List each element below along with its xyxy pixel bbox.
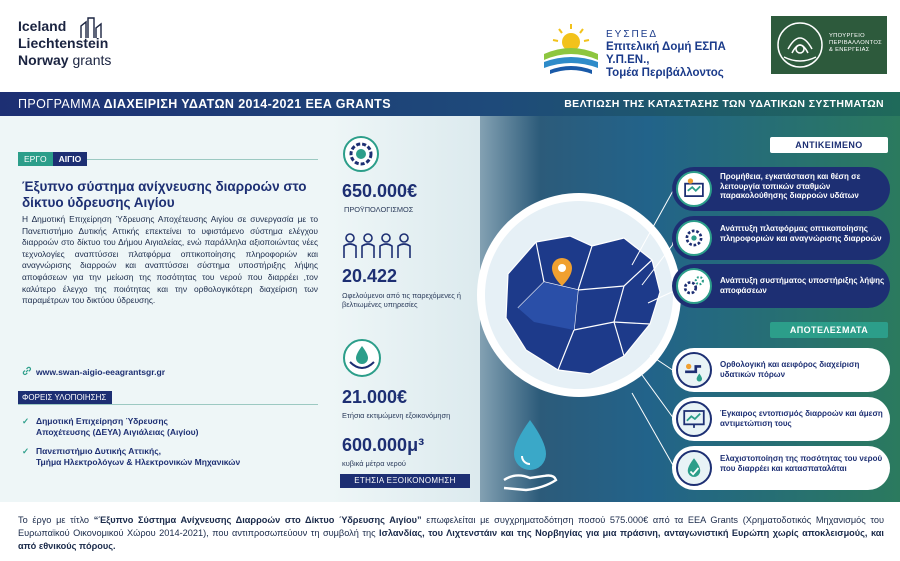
footer-project-title: “Έξυπνο Σύστημα Ανίχνευσης Διαρροών στο Δίκτυο Ύδρευσης Αιγίου” — [93, 515, 422, 525]
objective-text: Προμήθεια, εγκατάσταση και θέση σε λειτουργία τοπικών σταθμών παρακολούθησης διαρροών υδάτων — [720, 172, 861, 201]
result-text: Ελαχιστοποίηση της ποσότητας του νερού που διαρρέει και κατασπαταλάται — [720, 454, 883, 473]
objective-item — [672, 216, 890, 260]
result-item — [672, 348, 890, 392]
coin-gauge-icon — [342, 135, 380, 173]
eea-mark-icon — [80, 16, 102, 40]
divider — [18, 404, 318, 405]
beneficiaries-value: 20.422 — [342, 266, 398, 286]
espa-line-1: Επιτελική Δομή ΕΣΠΑ Υ.Π.ΕΝ., — [606, 41, 726, 66]
budget-label: ΠΡΟΫΠΟΛΟΓΙΣΜΟΣ — [344, 205, 414, 214]
footer — [0, 502, 900, 561]
annual-savings-badge: ΕΤΗΣΙΑ ΕΞΟΙΚΟΝΟΜΗΣΗ — [340, 474, 470, 488]
footer-part: Το έργο με τίτλο — [18, 515, 94, 525]
left-column — [0, 116, 330, 502]
result-text: Ορθολογική και αειφόρος διαχείριση υδατικών πόρων — [720, 360, 860, 379]
link-icon — [22, 366, 32, 376]
eea-line-iceland: Iceland — [18, 18, 67, 34]
ministry-line-3: & ΕΝΕΡΓΕΙΑΣ — [829, 47, 870, 53]
ministry-logo — [771, 16, 887, 74]
project-tag-label: ΕΡΓΟ — [18, 152, 53, 166]
project-description: Η Δημοτική Επιχείρηση Ύδρευσης Αποχέτευσης Αιγίου σε συνεργασία με το Πανεπιστήμιο Δυτικής Αττικής επεκτείνει το υφιστάμενο σύστημα ελέγχου διαρροών στο δίκτυο του Δήμου Αιγιαλείας, ενώ παράλληλα αξιοποιώντας νέες τεχνολογίες αναπτύσσει πλατφόρμα οπτικοποίησης πληροφοριών και αναγνώρισης διαρροών και αναπτύσσει σύστημα υποστήριξης λήψης αποφάσεων για την μείωση της ποσότητας του νερού που διαρρέει ,τον καλύτερο έλεγχο της ποιότητας και την ορθολογικότερη διαχείριση των παραμέτρων του δικτύου ύδρευσης. — [22, 214, 318, 306]
water-drop-hand-icon — [500, 418, 560, 494]
partner-line: Αποχέτευσης (ΔΕΥΑ) Αιγιάλειας (Αιγίου) — [36, 427, 199, 437]
partners-heading: ΦΟΡΕΙΣ ΥΛΟΠΟΙΗΣΗΣ — [18, 391, 112, 404]
project-link-text[interactable]: www.swan-aigio-eeagrantsgr.gr — [36, 367, 166, 377]
project-tag-location: ΑΙΓΙΟ — [53, 152, 88, 166]
monitoring-station-icon — [676, 171, 712, 207]
ministry-emblem-icon — [774, 19, 826, 71]
espa-logo — [540, 18, 755, 78]
program-subtitle: ΒΕΛΤΙΩΣΗ ΤΗΣ ΚΑΤΑΣΤΑΣΗΣ ΤΩΝ ΥΔΑΤΙΚΩΝ ΣΥΣΤΗΜΑΤΩΝ — [564, 98, 884, 110]
footer-text — [18, 514, 884, 553]
partner-line: Δημοτική Επιχείρηση Ύδρευσης — [36, 416, 168, 426]
check-icon: ✓ — [22, 416, 30, 426]
detection-monitor-icon — [676, 401, 712, 437]
objective-text: Ανάπτυξη πλατφόρμας οπτικοποίησης πληροφοριών και αναγνώρισης διαρροών — [720, 224, 882, 243]
water-label: κυβικά μέτρα νερού — [342, 459, 406, 468]
decision-gears-icon — [676, 268, 712, 304]
objective-text: Ανάπτυξη συστήματος υποστήριξης λήψης αποφάσεων — [720, 276, 885, 295]
savings-label: Ετήσια εκτιμώμενη εξοικονόμηση — [342, 411, 451, 420]
footer-part: επωφελείται με συγχρηματοδότηση ποσού 575.000€ από τα EEA Grants (Χρηματοδοτικός Μηχανισμός του Ευρωπαϊκού Οικονομικού Χώρου 2014-2021), που αντιπροσωπεύουν τη συμβολή της — [18, 515, 884, 538]
result-item — [672, 397, 890, 441]
partner-line: Πανεπιστήμιο Δυτικής Αττικής, — [36, 446, 162, 456]
program-title — [18, 97, 391, 111]
result-item — [672, 446, 890, 490]
program-name: ΔΙΑΧΕΙΡΙΣΗ ΥΔΑΤΩΝ 2014-2021 EEA GRANTS — [103, 97, 391, 111]
partner-item — [22, 416, 198, 438]
leak-reduction-icon — [676, 450, 712, 486]
eea-line-norway: Norway — [18, 52, 69, 68]
program-title-bar — [0, 92, 900, 116]
water-value: 600.000μ³ — [342, 435, 425, 455]
ministry-line-2: ΠΕΡΙΒΑΛΛΟΝΤΟΣ — [829, 40, 883, 46]
project-title: Έξυπνο σύστημα ανίχνευσης διαρροών στο δίκτυο ύδρευσης Αιγίου — [22, 179, 307, 210]
project-tag — [18, 152, 87, 166]
objective-heading: ΑΝΤΙΚΕΙΜΕΝΟ — [770, 137, 888, 153]
eea-line-liechtenstein: Liechtenstein — [18, 35, 109, 51]
espa-acronym: ΕΥΣΠΕΔ — [606, 29, 659, 40]
sun-wave-icon — [540, 20, 602, 76]
objective-item — [672, 167, 890, 211]
program-prefix: ΠΡΟΓΡΑΜΜΑ — [18, 97, 100, 111]
water-hands-icon — [342, 338, 382, 378]
partner-line: Τμήμα Ηλεκτρολόγων & Ηλεκτρονικών Μηχανικών — [36, 457, 241, 467]
header — [0, 0, 900, 92]
water-management-icon — [676, 352, 712, 388]
check-icon: ✓ — [22, 446, 30, 456]
ministry-line-1: ΥΠΟΥΡΓΕΙΟ — [829, 33, 865, 39]
result-text: Έγκαιρος εντοπισμός διαρροών και άμεση αντιμετώπιση τους — [720, 409, 883, 428]
project-link[interactable] — [22, 366, 165, 377]
beneficiaries-label: Ωφελούμενοι από τις παρεχόμενες ή βελτιωμένες υπηρεσίες — [342, 291, 461, 309]
partner-item — [22, 446, 240, 468]
platform-gear-icon — [676, 220, 712, 256]
people-icon — [342, 232, 414, 260]
eea-grants-word: grants — [72, 52, 112, 68]
savings-value: 21.000€ — [342, 387, 408, 407]
budget-value: 650.000€ — [342, 181, 418, 201]
objective-item — [672, 264, 890, 308]
espa-line-2: Τομέα Περιβάλλοντος — [606, 67, 724, 79]
footer-countries: Ισλανδίας, του Λιχτενστάιν και της Νορβηγίας για μια πράσινη, ανταγωνιστική Ευρώπη χωρίς αποκλεισμούς, και από εθνικούς πόρους. — [18, 528, 884, 551]
results-heading: ΑΠΟΤΕΛΕΣΜΑΤΑ — [770, 322, 888, 338]
